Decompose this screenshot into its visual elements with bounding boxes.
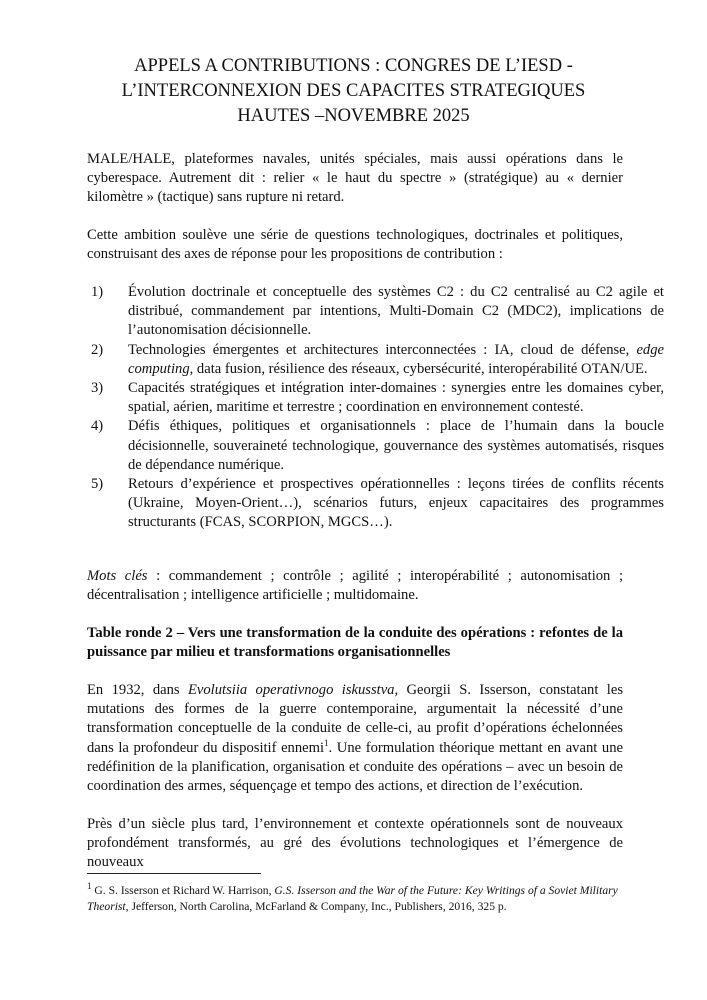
list-item-number: 2): [91, 341, 104, 358]
footnote-number: 1: [87, 881, 92, 892]
list-item-number: 5): [91, 476, 104, 493]
list-item-number: 4): [91, 418, 104, 435]
list-item-text: Capacités stratégiques et intégration inter-domaines : synergies entre les domaines cyber, spatial, aérien, maritime et terrestre ; coordination en environnement contesté.: [128, 380, 664, 416]
contribution-axes-list: [87, 283, 664, 533]
list-item-number: 3): [91, 380, 104, 397]
isserson-paragraph: [87, 681, 623, 796]
list-item-italic-term: edge computing: [128, 341, 664, 377]
intro-paragraph: MALE/HALE, plateformes navales, unités spéciales, mais aussi opérations dans le cyberespace. Autrement dit : relier « le haut du spectre » (stratégique) au « dernier kilomètre » (tactique) sans rupture ni retard.: [87, 151, 623, 206]
keywords-text: : commandement ; contrôle ; agilité ; interopérabilité ; autonomisation ; décentralisation ; intelligence artificielle ; multidomaine.: [87, 568, 623, 604]
century-paragraph: Près d’un siècle plus tard, l’environnement et contexte opérationnels sont de nouveaux profondément transformés, au gré des évolutions technologiques et l’émergence de nouveaux: [87, 816, 623, 871]
title-line-1: APPELS A CONTRIBUTIONS : CONGRES DE L’IESD -: [134, 56, 573, 76]
footnote-book-title: G.S. Isserson and the War of the Future: Key Writings of a Soviet Military Theorist: [87, 884, 618, 913]
list-item-text: Évolution doctrinale et conceptuelle des systèmes C2 : du C2 centralisé au C2 agile et distribué, commandement par intentions, Multi-Domain C2 (MDC2), implications de l’autonomisation décisionnelle.: [128, 284, 664, 339]
list-item-text: Retours d’expérience et prospectives opérationnelles : leçons tirées de conflits récents (Ukraine, Moyen-Orient…), scénarios futurs, enjeux capacitaires des programmes structurants (FCAS, SCORPION, MGCS…).: [128, 476, 664, 531]
book-title: Evolutsiia operativnogo iskusstva: [187, 682, 395, 698]
footnote: [87, 883, 623, 914]
isserson-text-middle: , Georgii S. Isserson, constatant les mutations des formes de la guerre contemporaine, argumentait la nécessité d’une transformation conceptuelle de la conduite de celle-ci, au profit d’opérations échelonnées dans la profondeur du dispositif ennemi: [87, 682, 624, 756]
section-heading: Table ronde 2 – Vers une transformation de la conduite des opérations : refontes de la puissance par milieu et transformations organisationnelles: [87, 625, 623, 661]
title-line-3: HAUTES –NOVEMBRE 2025: [237, 106, 470, 126]
list-item-text-end: , data fusion, résilience des réseaux, cybersécurité, interopérabilité OTAN/UE.: [189, 360, 648, 377]
list-item-text: Défis éthiques, politiques et organisationnels : place de l’humain dans la boucle décisionnelle, souveraineté technologique, gouvernance des systèmes automatisés, risques de dépendance numérique.: [128, 418, 664, 473]
footnote-separator: [87, 873, 261, 874]
keywords-label: Mots clés: [87, 568, 148, 584]
list-item: [91, 379, 664, 417]
keywords-paragraph: [87, 567, 623, 605]
ambition-paragraph: Cette ambition soulève une série de questions technologiques, doctrinales et politiques, construisant des axes de réponse pour les propositions de contribution :: [87, 227, 623, 263]
list-item: [91, 283, 664, 341]
footnote-reference[interactable]: 1: [324, 737, 329, 748]
list-item: [91, 341, 664, 379]
footnote-authors: G. S. Isserson et Richard W. Harrison,: [91, 884, 275, 897]
page-title: [60, 54, 647, 129]
isserson-text-end: . Une formulation théorique mettant en avant une redéfinition de la planification, organisation et conduite des opérations – avec un besoin de coordination des armes, séquençage et tempo des actions, et direction de l’exécution.: [87, 739, 623, 795]
list-item: [91, 475, 664, 533]
title-line-2: L’INTERCONNEXION DES CAPACITES STRATEGIQUES: [121, 81, 586, 101]
list-item: [91, 417, 664, 475]
list-item-number: 1): [91, 284, 104, 300]
isserson-text-start: En 1932, dans: [87, 682, 188, 698]
list-item-text: Technologies émergentes et architectures interconnectées : IA, cloud de défense,: [128, 341, 637, 358]
footnote-details: , Jefferson, North Carolina, McFarland & Company, Inc., Publishers, 2016, 325 p.: [125, 899, 507, 913]
